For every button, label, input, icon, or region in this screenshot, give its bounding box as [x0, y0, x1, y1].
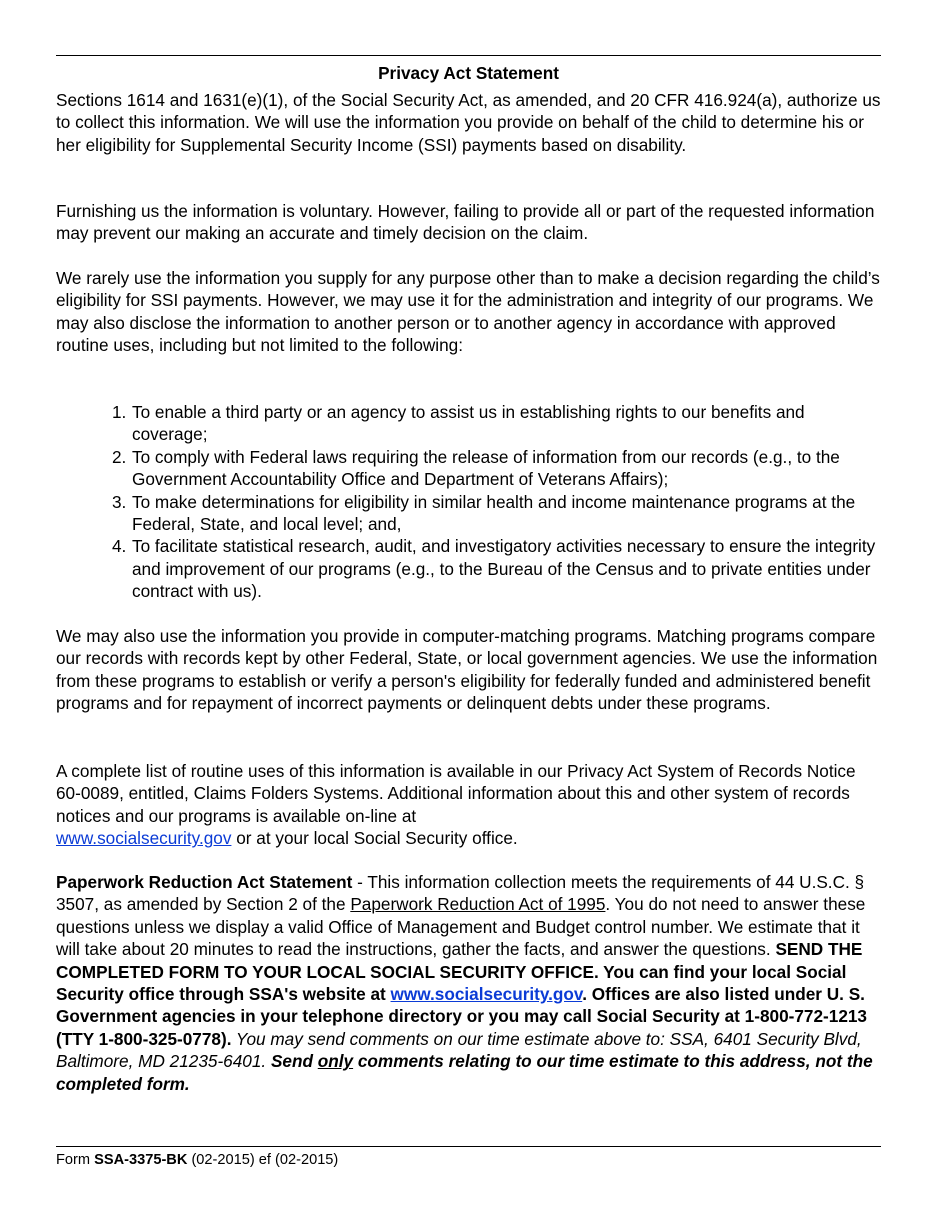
form-footer: [56, 1151, 338, 1169]
footer-prefix: Form: [56, 1152, 95, 1168]
offices-listed-instruction: . Offices are also listed under U. S. Government agencies in your telephone directory or you may call Social Security at 1-800-772-1213 (TTY 1-800-325-0778).: [56, 984, 867, 1049]
privacy-paragraph-voluntary: Furnishing us the information is voluntary. However, failing to provide all or part of the requested information may prevent our making an accurate and timely decision on the claim.: [56, 201, 875, 244]
list-item-number: 1.: [112, 402, 127, 422]
list-item: [112, 446, 882, 491]
send-form-instruction: SEND THE COMPLETED FORM TO YOUR LOCAL SOCIAL SECURITY OFFICE. You can find your local Social Security office through SSA's website at: [56, 939, 863, 1005]
send-only-suffix: comments relating to our time estimate to this address, not the completed form.: [56, 1051, 873, 1094]
routine-uses-text: A complete list of routine uses of this information is available in our Privacy Act System of Records Notice 60-0089, entitled, Claims Folders Systems. Additional information about this and other system of records notices and our programs is available on-line at: [56, 761, 856, 826]
list-item-text: To enable a third party or an agency to assist us in establishing rights to our benefits and coverage;: [132, 402, 805, 445]
list-item: [112, 491, 882, 536]
local-office-text: or at your local Social Security office.: [231, 828, 518, 849]
top-divider: [56, 55, 881, 56]
privacy-act-title: Privacy Act Statement: [378, 63, 559, 83]
list-item: [112, 401, 882, 446]
socialsecurity-link[interactable]: www.socialsecurity.gov: [56, 828, 232, 849]
list-item-text: To make determinations for eligibility in similar health and income maintenance programs at the Federal, State, and local level; and,: [132, 491, 856, 535]
paperwork-reduction-statement: [56, 871, 881, 1095]
only-emphasis: only: [317, 1051, 354, 1072]
list-item-number: 3.: [112, 491, 127, 512]
privacy-paragraph-matching: We may also use the information you provide in computer-matching programs. Matching programs compare our records with records kept by other Federal, State, or local government agencies. We use the information from these programs to establish or verify a person's eligibility for federally funded and administered benefit programs and for repayment of incorrect payments or delinquent debts under these programs.: [56, 626, 878, 714]
list-item-number: 4.: [112, 536, 127, 557]
list-item: [112, 535, 882, 602]
list-item-number: 2.: [112, 446, 127, 467]
socialsecurity-link-bold[interactable]: www.socialsecurity.gov: [390, 984, 583, 1005]
privacy-paragraph-routine-uses-list: [56, 760, 881, 850]
routine-uses-list: [112, 401, 882, 603]
privacy-paragraph-authority: Sections 1614 and 1631(e)(1), of the Social Security Act, as amended, and 20 CFR 416.924(a), authorize us to collect this information. We will use the information you provide on behalf of the child to determine his or her eligibility for Supplemental Security Income (SSI) payments based on disability.: [56, 90, 881, 155]
paperwork-heading: Paperwork Reduction Act Statement: [56, 872, 353, 892]
comments-address: You may send comments on our time estimate above to: SSA, 6401 Security Blvd, Baltimore, MD 21235-6401.: [56, 1028, 862, 1072]
send-only-prefix: Send: [270, 1051, 318, 1072]
paperwork-act-name: Paperwork Reduction Act of 1995: [350, 894, 606, 915]
paperwork-text-2: . You do not need to answer these questions unless we display a valid Office of Management and Budget control number. We estimate that it will take about 20 minutes to read the instructions, gather the facts, and answer the questions.: [56, 894, 866, 960]
list-item-text: To comply with Federal laws requiring the release of information from our records (e.g., to the Government Accountability Office and Department of Veterans Affairs);: [132, 446, 840, 490]
list-item-text: To facilitate statistical research, audit, and investigatory activities necessary to ensure the integrity and improvement of our programs (e.g., to the Bureau of the Census and to private entities under contract with us).: [132, 536, 876, 602]
paperwork-text-1: - This information collection meets the requirements of 44 U.S.C. § 3507, as amended by Section 2 of the: [56, 872, 865, 915]
privacy-paragraph-uses: We rarely use the information you supply for any purpose other than to make a decision regarding the child’s eligibility for SSI payments. However, we may use it for the administration and integrity of our programs. We may also disclose the information to another person or to another agency in accordance with approved routine uses, including but not limited to the following:: [56, 268, 880, 356]
bottom-divider: [56, 1146, 881, 1147]
form-number: SSA-3375-BK: [94, 1152, 188, 1168]
form-edition: (02-2015) ef (02-2015): [187, 1152, 339, 1168]
